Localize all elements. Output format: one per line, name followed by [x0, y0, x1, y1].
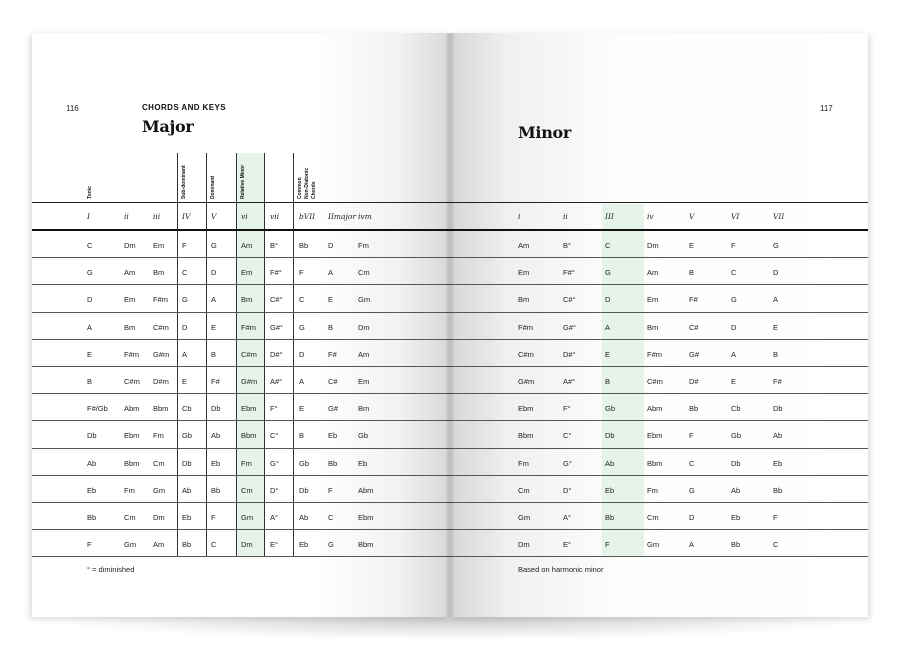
- table-cell: F#m: [241, 322, 256, 332]
- table-row-divider: [32, 448, 450, 449]
- table-row-divider: [450, 257, 868, 258]
- table-cell: Fm: [153, 431, 164, 441]
- table-cell: Abm: [124, 404, 140, 414]
- minor-title: Minor: [518, 123, 572, 142]
- table-cell: Db: [605, 431, 615, 441]
- table-cell: Cm: [518, 485, 530, 495]
- table-cell: Em: [358, 377, 370, 386]
- table-cell: D: [299, 349, 305, 359]
- table-cell: C#: [328, 377, 338, 386]
- table-cell: F°: [270, 404, 278, 414]
- table-row-divider: [450, 475, 868, 476]
- table-cell: Bbm: [647, 458, 663, 468]
- table-cell: A: [299, 377, 305, 386]
- table-cell: G#m: [518, 377, 535, 386]
- table-cell: C°: [563, 431, 572, 441]
- table-cell: Gm: [153, 485, 166, 495]
- numeral-left-7: bVII: [299, 212, 316, 221]
- table-cell: Fm: [358, 241, 369, 250]
- table-cell: A#°: [270, 377, 283, 386]
- table-cell: Gm: [518, 513, 531, 522]
- table-cell: Cm: [124, 513, 136, 522]
- table-cell: Eb: [773, 458, 783, 468]
- table-cell: A: [689, 540, 695, 550]
- table-cell: F: [773, 513, 778, 522]
- table-cell: E: [211, 322, 217, 332]
- table-cell: F#°: [563, 268, 575, 278]
- table-cell: Fm: [647, 485, 658, 495]
- table-cell: D#°: [270, 349, 283, 359]
- numeral-right-3: iv: [647, 212, 654, 221]
- table-cell: Ebm: [518, 404, 534, 414]
- table-cell: Eb: [87, 485, 97, 495]
- table-cell: G: [689, 485, 695, 495]
- table-cell: C: [299, 295, 305, 305]
- numeral-left-9: ivm: [358, 212, 372, 221]
- table-cell: Em: [241, 268, 253, 278]
- table-cell: Bb: [328, 458, 338, 468]
- table-cell: F: [211, 513, 216, 522]
- table-cell: Bb: [211, 485, 221, 495]
- table-cell: F#m: [647, 349, 662, 359]
- table-cell: B: [328, 322, 334, 332]
- table-cell: Abm: [647, 404, 663, 414]
- table-cell: B: [299, 431, 305, 441]
- table-cell: C#: [689, 322, 699, 332]
- table-cell: Dm: [518, 540, 530, 550]
- table-cell: D: [182, 322, 188, 332]
- table-cell: A°: [563, 513, 572, 522]
- table-row-divider: [450, 312, 868, 313]
- table-row-divider: [450, 284, 868, 285]
- group-divider: [206, 153, 207, 557]
- table-cell: Gb: [182, 431, 193, 441]
- table-cell: Cb: [182, 404, 192, 414]
- numeral-right-6: VII: [773, 212, 785, 221]
- table-cell: G: [328, 540, 334, 550]
- table-cell: Gm: [124, 540, 137, 550]
- table-row-divider: [32, 366, 450, 367]
- table-cell: G#: [689, 349, 700, 359]
- table-cell: Eb: [211, 458, 221, 468]
- table-cell: F: [605, 540, 610, 550]
- table-cell: F#: [211, 377, 220, 386]
- table-cell: D°: [270, 485, 279, 495]
- table-cell: Am: [647, 268, 659, 278]
- group-divider: [236, 153, 237, 557]
- table-cell: Gm: [241, 513, 254, 522]
- table-cell: Bb: [773, 485, 783, 495]
- table-row-divider: [450, 502, 868, 503]
- table-row-divider: [450, 420, 868, 421]
- table-cell: F#m: [518, 322, 533, 332]
- table-cell: Abm: [358, 485, 374, 495]
- table-cell: G: [731, 295, 737, 305]
- table-cell: F: [299, 268, 304, 278]
- table-cell: A: [605, 322, 611, 332]
- header-common-1: Common: [297, 177, 303, 199]
- table-cell: Eb: [328, 431, 338, 441]
- table-cell: Em: [518, 268, 530, 278]
- table-row-divider: [32, 420, 450, 421]
- table-cell: F#m: [153, 295, 168, 305]
- table-cell: Db: [299, 485, 309, 495]
- table-cell: Bb: [182, 540, 192, 550]
- table-cell: Gm: [358, 295, 371, 305]
- table-cell: Bbm: [518, 431, 534, 441]
- table-cell: Ebm: [124, 431, 140, 441]
- table-cell: E: [605, 349, 611, 359]
- table-cell: G#m: [153, 349, 170, 359]
- table-cell: Gb: [731, 431, 742, 441]
- table-cell: F: [328, 485, 333, 495]
- table-cell: Bm: [647, 322, 659, 332]
- table-cell: Am: [358, 349, 370, 359]
- table-cell: Db: [773, 404, 783, 414]
- book-gutter: [446, 33, 454, 617]
- table-cell: Ebm: [358, 513, 374, 522]
- table-cell: Dm: [124, 241, 136, 250]
- table-cell: Eb: [731, 513, 741, 522]
- table-row-divider: [450, 556, 868, 557]
- table-row-divider: [450, 529, 868, 530]
- table-cell: G°: [270, 458, 279, 468]
- table-cell: D: [605, 295, 611, 305]
- table-cell: D#: [689, 377, 699, 386]
- table-cell: Em: [647, 295, 659, 305]
- table-cell: Ebm: [241, 404, 257, 414]
- table-cell: E: [182, 377, 188, 386]
- table-cell: F: [87, 540, 92, 550]
- table-row-divider: [32, 475, 450, 476]
- table-cell: E: [731, 377, 737, 386]
- table-cell: A#°: [563, 377, 576, 386]
- table-cell: Em: [153, 241, 165, 250]
- table-cell: B°: [270, 241, 279, 250]
- table-cell: F: [689, 431, 694, 441]
- numeral-top-rule: [450, 202, 868, 203]
- table-cell: G: [182, 295, 188, 305]
- table-cell: Ebm: [647, 431, 663, 441]
- table-cell: C: [211, 540, 217, 550]
- table-cell: Ab: [605, 458, 615, 468]
- table-cell: C#m: [241, 349, 257, 359]
- table-cell: Eb: [605, 485, 615, 495]
- table-cell: C#m: [124, 377, 140, 386]
- table-row-divider: [32, 529, 450, 530]
- table-cell: G: [211, 241, 217, 250]
- right-footnote: Based on harmonic minor: [518, 565, 604, 574]
- table-cell: Bbm: [153, 404, 169, 414]
- table-cell: Ab: [773, 431, 783, 441]
- table-cell: C: [87, 241, 93, 250]
- table-row-divider: [32, 393, 450, 394]
- table-cell: Gb: [299, 458, 310, 468]
- table-cell: G#: [328, 404, 339, 414]
- numeral-bottom-rule: [450, 229, 868, 231]
- numeral-left-2: iii: [153, 212, 161, 221]
- table-cell: Eb: [299, 540, 309, 550]
- table-cell: Cm: [358, 268, 370, 278]
- table-cell: D: [328, 241, 334, 250]
- table-row-divider: [32, 556, 450, 557]
- right-page-number: 117: [820, 104, 833, 113]
- table-cell: Am: [518, 241, 530, 250]
- table-cell: A: [328, 268, 334, 278]
- table-cell: D: [689, 513, 695, 522]
- table-cell: F#: [773, 377, 782, 386]
- table-cell: D: [773, 268, 779, 278]
- table-cell: Ab: [87, 458, 97, 468]
- table-cell: Bm: [241, 295, 253, 305]
- table-cell: Eb: [358, 458, 368, 468]
- table-cell: C: [328, 513, 334, 522]
- header-tonic: Tonic: [87, 186, 93, 199]
- table-cell: F#m: [124, 349, 139, 359]
- table-cell: Bm: [518, 295, 530, 305]
- numeral-left-5: vi: [241, 212, 248, 221]
- table-cell: Bb: [605, 513, 615, 522]
- table-cell: B: [773, 349, 779, 359]
- table-cell: Ab: [211, 431, 221, 441]
- table-cell: Ab: [731, 485, 741, 495]
- table-cell: E: [773, 322, 779, 332]
- table-cell: C#m: [647, 377, 663, 386]
- right-page: [450, 33, 868, 617]
- table-cell: Gb: [605, 404, 616, 414]
- group-divider: [177, 153, 178, 557]
- table-cell: G: [299, 322, 305, 332]
- table-cell: A: [773, 295, 779, 305]
- table-cell: C: [773, 540, 779, 550]
- table-cell: Bbm: [358, 540, 374, 550]
- table-cell: Dm: [153, 513, 165, 522]
- table-cell: C#°: [563, 295, 576, 305]
- table-cell: C#°: [270, 295, 283, 305]
- table-cell: D: [87, 295, 93, 305]
- table-row-divider: [450, 393, 868, 394]
- table-cell: B°: [563, 241, 572, 250]
- table-cell: F: [731, 241, 736, 250]
- numeral-right-1: ii: [563, 212, 568, 221]
- table-cell: G: [87, 268, 93, 278]
- table-cell: Db: [87, 431, 97, 441]
- table-cell: F: [182, 241, 187, 250]
- table-cell: C: [605, 241, 611, 250]
- left-page: [32, 33, 450, 617]
- section-label: CHORDS AND KEYS: [142, 103, 226, 112]
- table-row-divider: [32, 502, 450, 503]
- table-cell: Bb: [689, 404, 699, 414]
- table-cell: A°: [270, 513, 279, 522]
- numeral-left-1: ii: [124, 212, 129, 221]
- table-cell: Dm: [241, 540, 253, 550]
- table-cell: Dm: [358, 322, 370, 332]
- table-cell: Em: [124, 295, 136, 305]
- table-cell: Cm: [647, 513, 659, 522]
- table-row-divider: [32, 257, 450, 258]
- group-divider: [293, 153, 294, 557]
- table-cell: Fm: [241, 458, 252, 468]
- table-cell: Bb: [299, 241, 309, 250]
- table-cell: E: [299, 404, 305, 414]
- table-cell: C: [689, 458, 695, 468]
- table-cell: D#m: [153, 377, 169, 386]
- table-cell: Bm: [358, 404, 370, 414]
- table-cell: C: [731, 268, 737, 278]
- table-cell: Db: [182, 458, 192, 468]
- numeral-right-4: V: [689, 212, 695, 221]
- numeral-left-3: IV: [182, 212, 191, 221]
- table-cell: G: [605, 268, 611, 278]
- header-common-2: Non-Diatonic: [304, 167, 310, 199]
- numeral-top-rule: [32, 202, 450, 203]
- numeral-left-6: vii: [270, 212, 280, 221]
- table-row-divider: [32, 312, 450, 313]
- table-cell: E: [87, 349, 93, 359]
- table-cell: Am: [124, 268, 136, 278]
- table-cell: D°: [563, 485, 572, 495]
- group-divider: [264, 153, 265, 557]
- table-cell: A: [211, 295, 217, 305]
- table-cell: Eb: [182, 513, 192, 522]
- table-cell: Am: [153, 540, 165, 550]
- table-cell: Fm: [124, 485, 135, 495]
- table-cell: E°: [563, 540, 572, 550]
- table-cell: F°: [563, 404, 571, 414]
- table-cell: F#/Gb: [87, 404, 108, 414]
- numeral-right-5: VI: [731, 212, 740, 221]
- numeral-left-8: IImajor: [328, 212, 356, 221]
- table-row-divider: [450, 448, 868, 449]
- table-cell: G: [773, 241, 779, 250]
- table-cell: Ab: [299, 513, 309, 522]
- header-relative-minor: Relative Minor: [240, 164, 246, 199]
- table-cell: C°: [270, 431, 279, 441]
- table-cell: Gb: [358, 431, 369, 441]
- header-subdominant: Sub-dominant: [181, 165, 187, 199]
- table-row-divider: [450, 366, 868, 367]
- table-cell: E: [328, 295, 334, 305]
- left-footnote: ° = diminished: [87, 565, 135, 574]
- numeral-right-0: i: [518, 212, 521, 221]
- table-cell: E: [689, 241, 695, 250]
- left-page-number: 116: [66, 104, 79, 113]
- table-cell: Cm: [153, 458, 165, 468]
- table-cell: Bm: [124, 322, 136, 332]
- table-cell: A: [182, 349, 188, 359]
- numeral-bottom-rule: [32, 229, 450, 231]
- table-cell: G°: [563, 458, 572, 468]
- table-cell: B: [605, 377, 611, 386]
- table-cell: Db: [211, 404, 221, 414]
- table-cell: Am: [241, 241, 253, 250]
- table-cell: G#°: [563, 322, 577, 332]
- table-cell: F#°: [270, 268, 282, 278]
- table-cell: C: [182, 268, 188, 278]
- table-cell: E°: [270, 540, 279, 550]
- table-cell: D: [211, 268, 217, 278]
- numeral-right-2: III: [605, 212, 614, 221]
- table-cell: A: [87, 322, 93, 332]
- table-cell: Fm: [518, 458, 529, 468]
- table-cell: Gm: [647, 540, 660, 550]
- numeral-left-4: V: [211, 212, 217, 221]
- table-cell: C#m: [518, 349, 534, 359]
- table-cell: B: [211, 349, 217, 359]
- table-cell: D#°: [563, 349, 576, 359]
- table-cell: Cm: [241, 485, 253, 495]
- table-cell: B: [689, 268, 695, 278]
- table-cell: F#: [328, 349, 337, 359]
- table-cell: G#°: [270, 322, 284, 332]
- major-title: Major: [142, 117, 194, 136]
- table-row-divider: [32, 284, 450, 285]
- table-cell: D: [731, 322, 737, 332]
- numeral-left-0: I: [87, 212, 90, 221]
- header-common-3: Chords: [311, 181, 317, 199]
- table-cell: Cb: [731, 404, 741, 414]
- table-cell: Bb: [87, 513, 97, 522]
- table-cell: Dm: [647, 241, 659, 250]
- table-cell: Bbm: [241, 431, 257, 441]
- table-row-divider: [32, 339, 450, 340]
- table-cell: Bm: [153, 268, 165, 278]
- table-cell: Bb: [731, 540, 741, 550]
- table-cell: Bbm: [124, 458, 140, 468]
- table-cell: G#m: [241, 377, 258, 386]
- table-row-divider: [450, 339, 868, 340]
- header-dominant: Dominant: [210, 175, 216, 199]
- table-cell: Db: [731, 458, 741, 468]
- table-cell: C#m: [153, 322, 169, 332]
- table-cell: Ab: [182, 485, 192, 495]
- table-cell: A: [731, 349, 737, 359]
- table-cell: B: [87, 377, 93, 386]
- table-cell: F#: [689, 295, 698, 305]
